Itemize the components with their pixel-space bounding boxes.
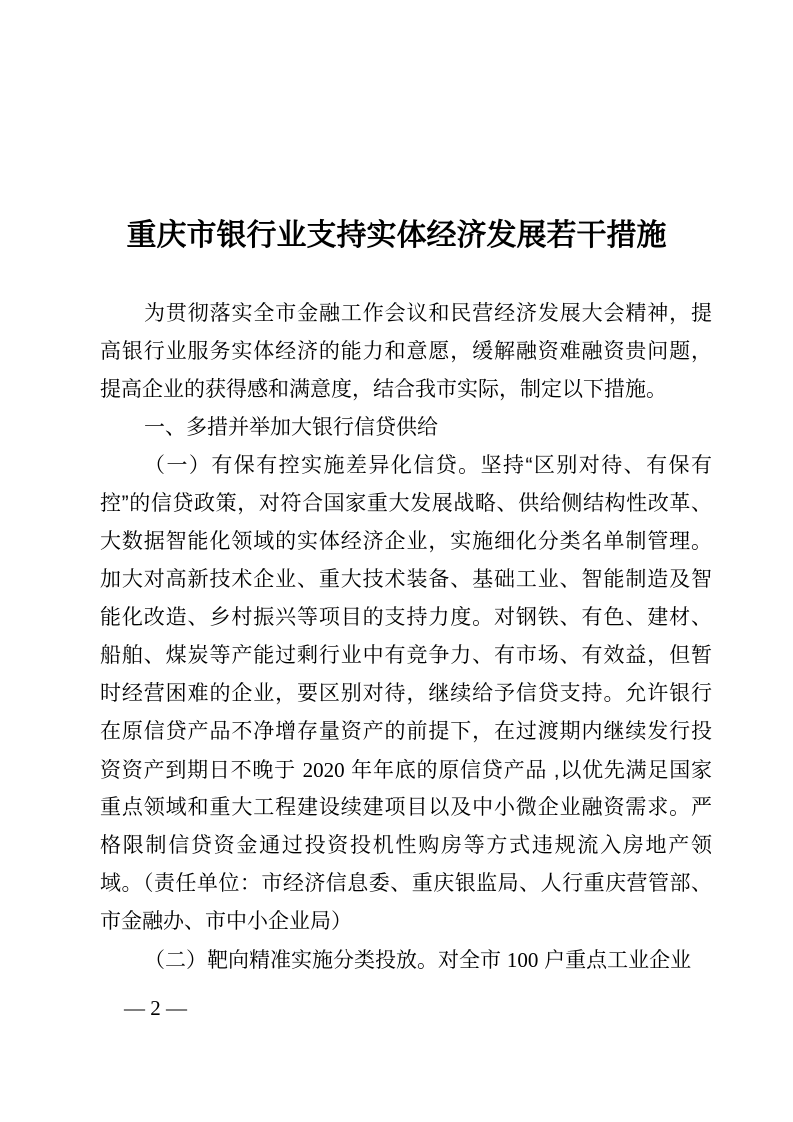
document-line: 加大对高新技术企业、重大技术装备、基础工业、智能制造及智 bbox=[100, 568, 712, 591]
document-line: 控”的信贷政策，对符合国家重大发展战略、供给侧结构性改革、 bbox=[100, 492, 712, 515]
document-line: 重点领域和重大工程建设续建项目以及中小微企业融资需求。严 bbox=[100, 796, 712, 819]
document-line: 一、多措并举加大银行信贷供给 bbox=[144, 416, 438, 439]
document-line: （一）有保有控实施差异化信贷。坚持“区别对待、有保有 bbox=[144, 454, 712, 477]
document-body bbox=[100, 295, 712, 979]
numeral: 100 bbox=[506, 948, 539, 972]
document-line: 高银行业服务实体经济的能力和意愿，缓解融资难融资贵问题， bbox=[100, 340, 712, 363]
document-line: 市金融办、市中小企业局） bbox=[100, 910, 352, 933]
document-title: 重庆市银行业支持实体经济发展若干措施 bbox=[126, 219, 667, 252]
document-line: 大数据智能化领域的实体经济企业，实施细化分类名单制管理。 bbox=[100, 530, 712, 553]
document-line: 域。（责任单位：市经济信息委、重庆银监局、人行重庆营管部、 bbox=[100, 872, 712, 895]
document-line: 资资产到期日不晚于 2020 年年底的原信贷产品 ,以优先满足国家 bbox=[100, 758, 712, 782]
document-line: （二）靶向精准实施分类投放。对全市 100 户重点工业企业 bbox=[144, 948, 692, 972]
document-line: 在原信贷产品不净增存量资产的前提下，在过渡期内继续发行投 bbox=[100, 720, 712, 743]
document-line: 提高企业的获得感和满意度，结合我市实际，制定以下措施。 bbox=[100, 378, 667, 401]
document-line: 船舶、煤炭等产能过剩行业中有竞争力、有市场、有效益，但暂 bbox=[100, 644, 712, 667]
document-line: 格限制信贷资金通过投资投机性购房等方式违规流入房地产领 bbox=[100, 834, 712, 857]
document-line: 能化改造、乡村振兴等项目的支持力度。对钢铁、有色、建材、 bbox=[100, 606, 712, 629]
page-number: — 2 — bbox=[124, 996, 187, 1020]
numeral: 2020 bbox=[302, 758, 345, 782]
document-line: 时经营困难的企业，要区别对待，继续给予信贷支持。允许银行 bbox=[100, 682, 712, 705]
document-line: 为贯彻落实全市金融工作会议和民营经济发展大会精神，提 bbox=[144, 302, 712, 325]
